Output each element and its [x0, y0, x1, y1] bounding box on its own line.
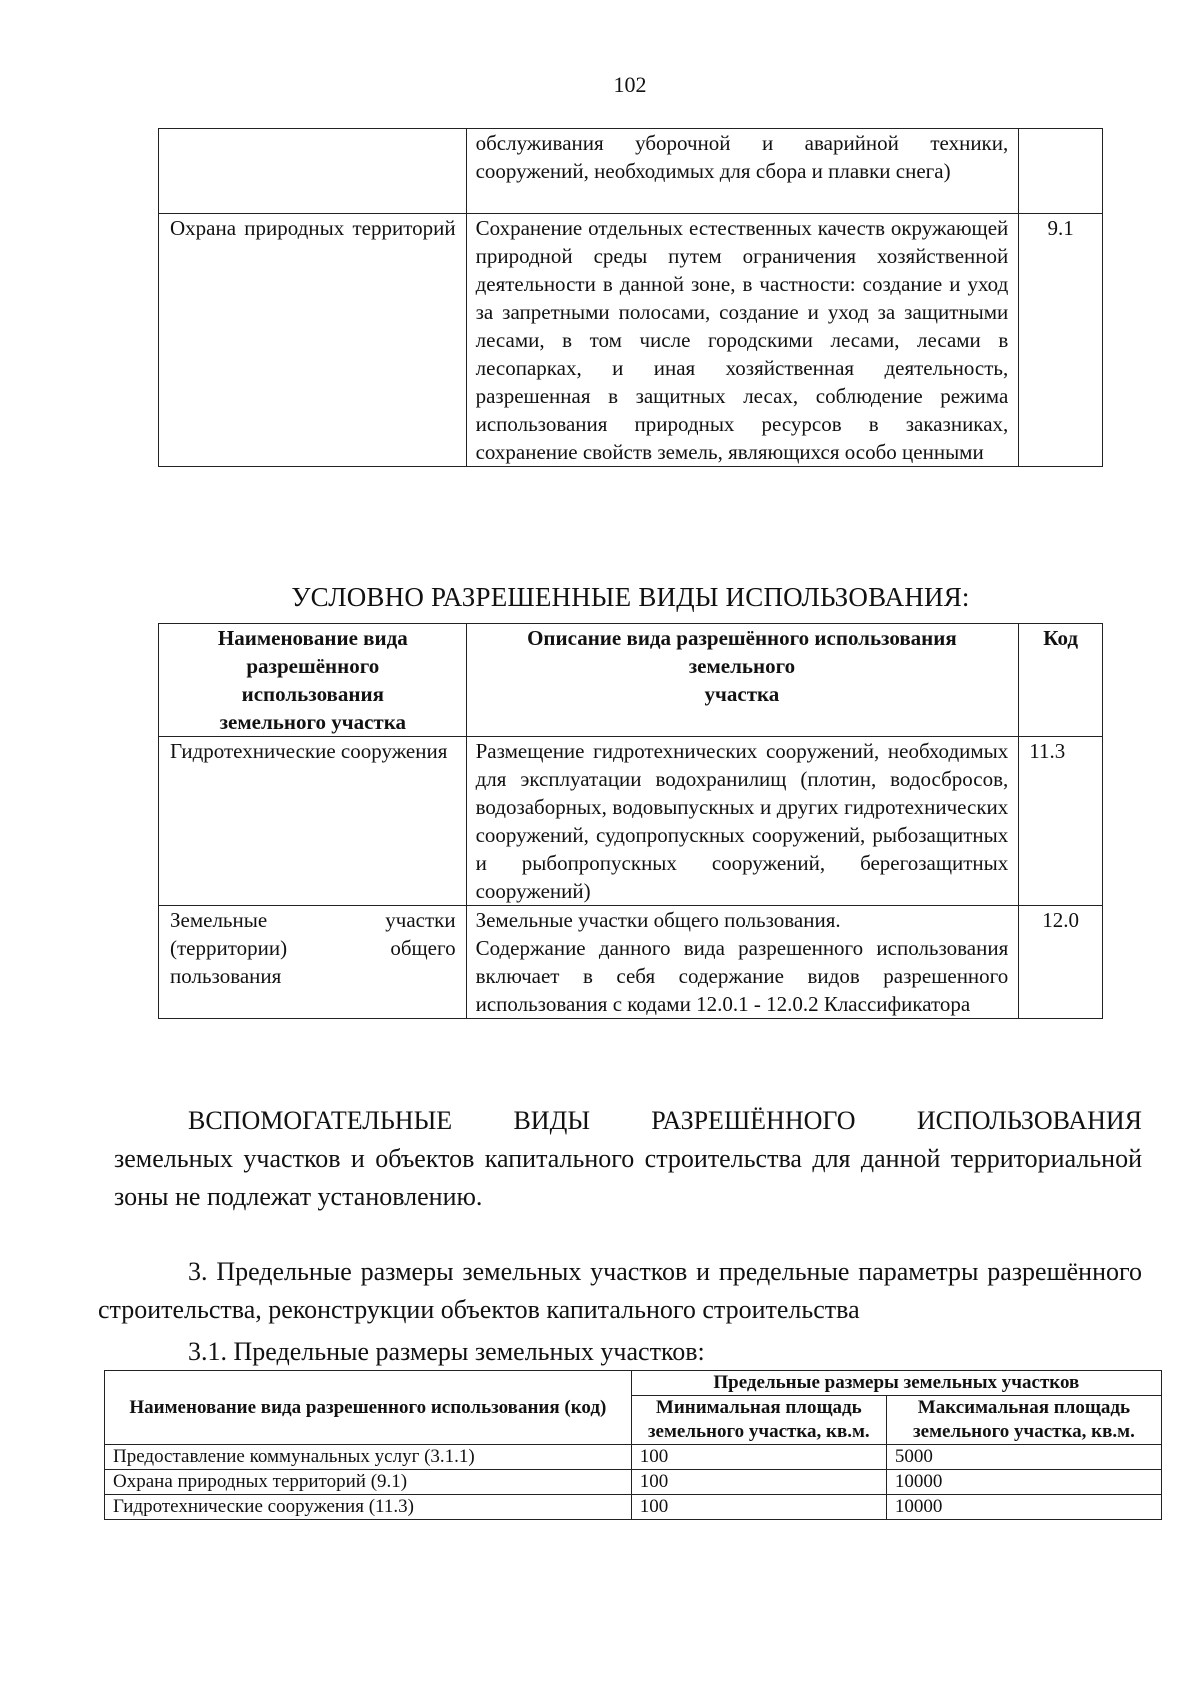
header-name-line: использования [241, 682, 384, 706]
header-min-area-cell: Минимальная площадь земельного участка, кв.м. [631, 1396, 886, 1445]
table-header-row [159, 624, 1103, 737]
header-max-area-cell: Максимальная площадь земельного участка, кв.м. [886, 1396, 1161, 1445]
header-description-cell [466, 624, 1019, 737]
use-code-cell: 9.1 [1019, 214, 1103, 467]
use-code-cell: 11.3 [1019, 737, 1103, 906]
header-desc-line: участка [704, 682, 780, 706]
table-row [159, 906, 1103, 1019]
header-group-cell: Предельные размеры земельных участков [631, 1371, 1161, 1396]
min-area-cell: 100 [631, 1470, 886, 1495]
page-number: 102 [613, 72, 647, 97]
use-name-cell: Земельные участки (территории) общего пользования [159, 906, 467, 1019]
header-name-line: разрешённого [246, 654, 380, 678]
min-area-cell: 100 [631, 1495, 886, 1520]
permitted-uses-table-continued [158, 128, 1103, 467]
min-area-cell: 100 [631, 1445, 886, 1470]
use-code-cell [1019, 129, 1103, 214]
header-use-name-cell: Наименование вида разрешенного использования (код) [105, 1371, 632, 1445]
subsection-3-1-heading: 3.1. Предельные размеры земельных участков: [188, 1337, 705, 1366]
max-area-cell: 5000 [886, 1445, 1161, 1470]
table-row [105, 1470, 1162, 1495]
max-area-cell: 10000 [886, 1495, 1161, 1520]
use-description-cell: Сохранение отдельных естественных качеств окружающей природной среды путем ограничения хозяйственной деятельности в данной зоне, в частности: создание и уход за запретными полосами, создание и уход за защитными лесами, в том числе городскими лесами, лесами в лесопарках, и иная хозяйственная деятельность, разрешенная в защитных лесах, соблюдение режима использования природных ресурсов в заказниках, сохранение свойств земель, являющихся особо ценными [466, 214, 1019, 467]
use-name-cell: Гидротехнические сооружения (11.3) [105, 1495, 632, 1520]
table-row [159, 214, 1103, 467]
use-description-cell: Размещение гидротехнических сооружений, необходимых для эксплуатации водохранилищ (плотин, водосбросов, водозаборных, водовыпускных и других гидротехнических сооружений, судопропускных сооружений, рыбозащитных и рыбопропускных сооружений, берегозащитных сооружений) [466, 737, 1019, 906]
auxiliary-uses-heading: ВСПОМОГАТЕЛЬНЫЕ ВИДЫ РАЗРЕШЁННОГО ИСПОЛЬЗОВАНИЯ [188, 1106, 1142, 1135]
header-name-cell [159, 624, 467, 737]
header-code-cell: Код [1019, 624, 1103, 737]
auxiliary-uses-paragraph [114, 1102, 1142, 1216]
header-name-line: Наименование вида [217, 626, 408, 650]
header-desc-line: земельного [688, 654, 796, 678]
use-name-cell: Охрана природных территорий (9.1) [105, 1470, 632, 1495]
use-name-cell: Предоставление коммунальных услуг (3.1.1) [105, 1445, 632, 1470]
plot-size-limits-table [104, 1370, 1162, 1520]
max-area-cell: 10000 [886, 1470, 1161, 1495]
conditional-uses-table [158, 623, 1103, 1019]
use-description-cell: обслуживания уборочной и аварийной техники, сооружений, необходимых для сбора и плавки снега) [466, 129, 1019, 214]
table-row [105, 1445, 1162, 1470]
table-row [159, 129, 1103, 214]
use-code-cell: 12.0 [1019, 906, 1103, 1019]
header-name-line: земельного участка [219, 710, 406, 734]
table-row [105, 1495, 1162, 1520]
section-3-heading: 3. Предельные размеры земельных участков и предельные параметры разрешённого строительства, реконструкции объектов капитального строительства [98, 1257, 1142, 1324]
use-name-cell: Охрана природных территорий [159, 214, 467, 467]
use-name-cell [159, 129, 467, 214]
description-first-line: Земельные участки общего пользования. [475, 908, 841, 932]
conditional-uses-title: УСЛОВНО РАЗРЕШЕННЫЕ ВИДЫ ИСПОЛЬЗОВАНИЯ: [291, 582, 970, 612]
header-desc-line: Описание вида разрешённого использования [527, 626, 957, 650]
use-description-cell [466, 906, 1019, 1019]
auxiliary-uses-text: земельных участков и объектов капитального строительства для данной территориальной зоны не подлежат установлению. [114, 1144, 1142, 1211]
use-name-cell: Гидротехнические сооружения [159, 737, 467, 906]
table-row [159, 737, 1103, 906]
description-rest: Содержание данного вида разрешенного использования включает в себя содержание видов разрешенного использования с кодами 12.0.1 - 12.0.2 Классификатора [475, 936, 1009, 1016]
table-header-row [105, 1371, 1162, 1396]
